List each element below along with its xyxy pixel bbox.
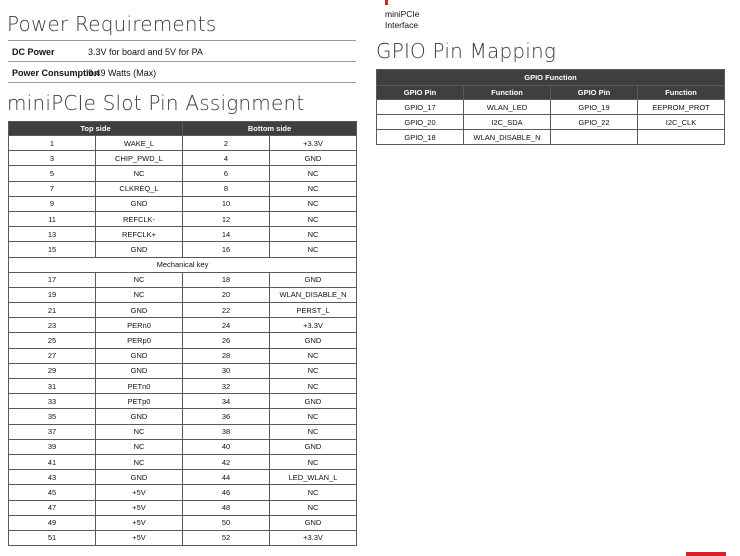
power-requirements-heading: Power Requirements: [7, 12, 217, 36]
slot-pin-row: [9, 227, 357, 242]
table-cell: +3.3V: [270, 530, 357, 545]
table-cell: 21: [9, 303, 96, 318]
table-cell: 38: [183, 424, 270, 439]
table-cell: [638, 130, 725, 145]
table-cell: WLAN_DISABLE_N: [464, 130, 551, 145]
table-cell: 32: [183, 379, 270, 394]
mechanical-key-row: [9, 257, 357, 272]
table-cell: 40: [183, 439, 270, 454]
table-cell: I2C_SDA: [464, 115, 551, 130]
table-cell: GND: [96, 363, 183, 378]
gpio-pin-mapping-heading: GPIO Pin Mapping: [376, 39, 557, 63]
slot-pin-row: [9, 454, 357, 469]
table-cell: 31: [9, 379, 96, 394]
table-cell: 46: [183, 485, 270, 500]
table-cell: LED_WLAN_L: [270, 470, 357, 485]
accent-mark-top: [385, 0, 388, 5]
slot-pin-row: [9, 333, 357, 348]
table-cell: GPIO_20: [377, 115, 464, 130]
table-cell: NC: [270, 211, 357, 226]
table-cell: 34: [183, 394, 270, 409]
gpio-table: [376, 69, 725, 145]
table-cell: NC: [270, 227, 357, 242]
table-cell: GND: [96, 196, 183, 211]
table-cell: 41: [9, 454, 96, 469]
table-cell: PERST_L: [270, 303, 357, 318]
slot-pin-row: [9, 181, 357, 196]
table-cell: 1: [9, 136, 96, 151]
table-cell: 14: [183, 227, 270, 242]
table-cell: 18: [183, 272, 270, 287]
table-cell: NC: [96, 287, 183, 302]
table-cell: NC: [270, 409, 357, 424]
table-cell: 35: [9, 409, 96, 424]
table-cell: WAKE_L: [96, 136, 183, 151]
table-cell: 5: [9, 166, 96, 181]
table-cell: 36: [183, 409, 270, 424]
table-cell: NC: [96, 424, 183, 439]
accent-mark-bottom: [686, 552, 726, 556]
gpio-col-header: Function: [638, 86, 725, 100]
table-cell: 44: [183, 470, 270, 485]
slot-pin-row: [9, 530, 357, 545]
table-cell: 17: [9, 272, 96, 287]
table-cell: PERn0: [96, 318, 183, 333]
table-cell: NC: [270, 242, 357, 257]
table-cell: +5V: [96, 530, 183, 545]
table-cell: NC: [96, 454, 183, 469]
slot-pin-row: [9, 318, 357, 333]
slot-pin-row: [9, 515, 357, 530]
table-cell: WLAN_DISABLE_N: [270, 287, 357, 302]
table-cell: 7: [9, 181, 96, 196]
table-cell: GND: [96, 409, 183, 424]
slot-pin-row: [9, 470, 357, 485]
gpio-col-header: Function: [464, 86, 551, 100]
table-cell: 25: [9, 333, 96, 348]
table-cell: 52: [183, 530, 270, 545]
slot-pin-row: [9, 500, 357, 515]
slot-pin-row: [9, 379, 357, 394]
table-cell: I2C_CLK: [638, 115, 725, 130]
slot-pin-row: [9, 409, 357, 424]
dc-power-value: 3.3V for board and 5V for PA: [88, 47, 203, 57]
table-cell: GPIO_19: [551, 100, 638, 115]
slot-pin-row: [9, 151, 357, 166]
gpio-col-header: GPIO Pin: [377, 86, 464, 100]
table-cell: 23: [9, 318, 96, 333]
gpio-row: [377, 100, 725, 115]
slot-pin-row: [9, 211, 357, 226]
table-cell: 15: [9, 242, 96, 257]
table-cell: +5V: [96, 485, 183, 500]
table-cell: PERp0: [96, 333, 183, 348]
table-cell: 22: [183, 303, 270, 318]
top-side-header: Top side: [9, 122, 183, 136]
table-cell: GND: [270, 515, 357, 530]
slot-pin-assignment-heading: miniPCIe Slot Pin Assignment: [7, 91, 305, 115]
table-cell: 47: [9, 500, 96, 515]
power-consumption-label: Power Consumption: [12, 68, 100, 78]
slot-pin-row: [9, 303, 357, 318]
table-cell: 33: [9, 394, 96, 409]
power-consumption-value: 9.49 Watts (Max): [88, 68, 157, 78]
table-cell: GPIO_18: [377, 130, 464, 145]
table-cell: 3: [9, 151, 96, 166]
table-cell: +3.3V: [270, 136, 357, 151]
table-cell: 48: [183, 500, 270, 515]
table-cell: 11: [9, 211, 96, 226]
table-cell: GND: [270, 333, 357, 348]
gpio-row: [377, 115, 725, 130]
table-cell: NC: [270, 363, 357, 378]
table-cell: NC: [270, 379, 357, 394]
table-cell: 20: [183, 287, 270, 302]
table-cell: REFCLK-: [96, 211, 183, 226]
bottom-side-header: Bottom side: [183, 122, 357, 136]
table-cell: +5V: [96, 515, 183, 530]
table-cell: WLAN_LED: [464, 100, 551, 115]
interface-note-line1: miniPCIe: [385, 9, 420, 19]
slot-pin-row: [9, 485, 357, 500]
table-cell: 24: [183, 318, 270, 333]
table-cell: GND: [96, 470, 183, 485]
table-cell: 39: [9, 439, 96, 454]
table-cell: 29: [9, 363, 96, 378]
table-cell: 8: [183, 181, 270, 196]
slot-pin-row: [9, 287, 357, 302]
slot-pin-row: [9, 166, 357, 181]
table-cell: NC: [270, 348, 357, 363]
table-cell: 2: [183, 136, 270, 151]
table-cell: NC: [270, 424, 357, 439]
power-top-rule: [8, 40, 356, 41]
table-cell: 43: [9, 470, 96, 485]
slot-pin-row: [9, 363, 357, 378]
table-cell: CLKREQ_L: [96, 181, 183, 196]
table-cell: 42: [183, 454, 270, 469]
table-cell: 4: [183, 151, 270, 166]
table-cell: 30: [183, 363, 270, 378]
table-cell: 12: [183, 211, 270, 226]
slot-pin-row: [9, 439, 357, 454]
table-cell: 6: [183, 166, 270, 181]
table-cell: PETp0: [96, 394, 183, 409]
table-cell: GND: [270, 151, 357, 166]
table-cell: NC: [96, 166, 183, 181]
table-cell: 13: [9, 227, 96, 242]
table-cell: 26: [183, 333, 270, 348]
table-cell: GPIO_22: [551, 115, 638, 130]
dc-power-label: DC Power: [12, 47, 55, 57]
table-cell: 45: [9, 485, 96, 500]
gpio-row: [377, 130, 725, 145]
slot-pin-row: [9, 394, 357, 409]
table-cell: GND: [270, 439, 357, 454]
table-cell: PETn0: [96, 379, 183, 394]
interface-note-line2: Interface: [385, 20, 419, 30]
slot-pin-row: [9, 348, 357, 363]
slot-pin-table: [8, 121, 357, 546]
table-cell: CHIP_PWD_L: [96, 151, 183, 166]
slot-pin-row: [9, 136, 357, 151]
table-cell: NC: [270, 454, 357, 469]
table-cell: 10: [183, 196, 270, 211]
table-cell: GND: [270, 272, 357, 287]
slot-pin-row: [9, 424, 357, 439]
table-cell: NC: [270, 166, 357, 181]
table-cell: NC: [270, 485, 357, 500]
table-cell: 49: [9, 515, 96, 530]
table-cell: NC: [96, 439, 183, 454]
table-cell: NC: [270, 181, 357, 196]
table-cell: GND: [96, 348, 183, 363]
table-cell: 28: [183, 348, 270, 363]
table-cell: 9: [9, 196, 96, 211]
gpio-function-group-header: GPIO Function: [377, 70, 725, 86]
table-cell: NC: [270, 500, 357, 515]
table-cell: 19: [9, 287, 96, 302]
table-cell: GND: [96, 303, 183, 318]
table-cell: NC: [96, 272, 183, 287]
table-cell: 51: [9, 530, 96, 545]
table-cell: 50: [183, 515, 270, 530]
table-cell: GPIO_17: [377, 100, 464, 115]
table-cell: +3.3V: [270, 318, 357, 333]
table-cell: EEPROM_PROT: [638, 100, 725, 115]
mechanical-key-label: Mechanical key: [9, 257, 357, 272]
table-cell: REFCLK+: [96, 227, 183, 242]
table-cell: 37: [9, 424, 96, 439]
slot-pin-row: [9, 272, 357, 287]
table-cell: GND: [270, 394, 357, 409]
table-cell: [551, 130, 638, 145]
table-cell: 16: [183, 242, 270, 257]
gpio-col-header: GPIO Pin: [551, 86, 638, 100]
table-cell: +5V: [96, 500, 183, 515]
slot-pin-row: [9, 242, 357, 257]
slot-pin-row: [9, 196, 357, 211]
power-mid-rule: [8, 61, 356, 62]
power-bottom-rule: [8, 82, 356, 83]
table-cell: NC: [270, 196, 357, 211]
table-cell: GND: [96, 242, 183, 257]
table-cell: 27: [9, 348, 96, 363]
